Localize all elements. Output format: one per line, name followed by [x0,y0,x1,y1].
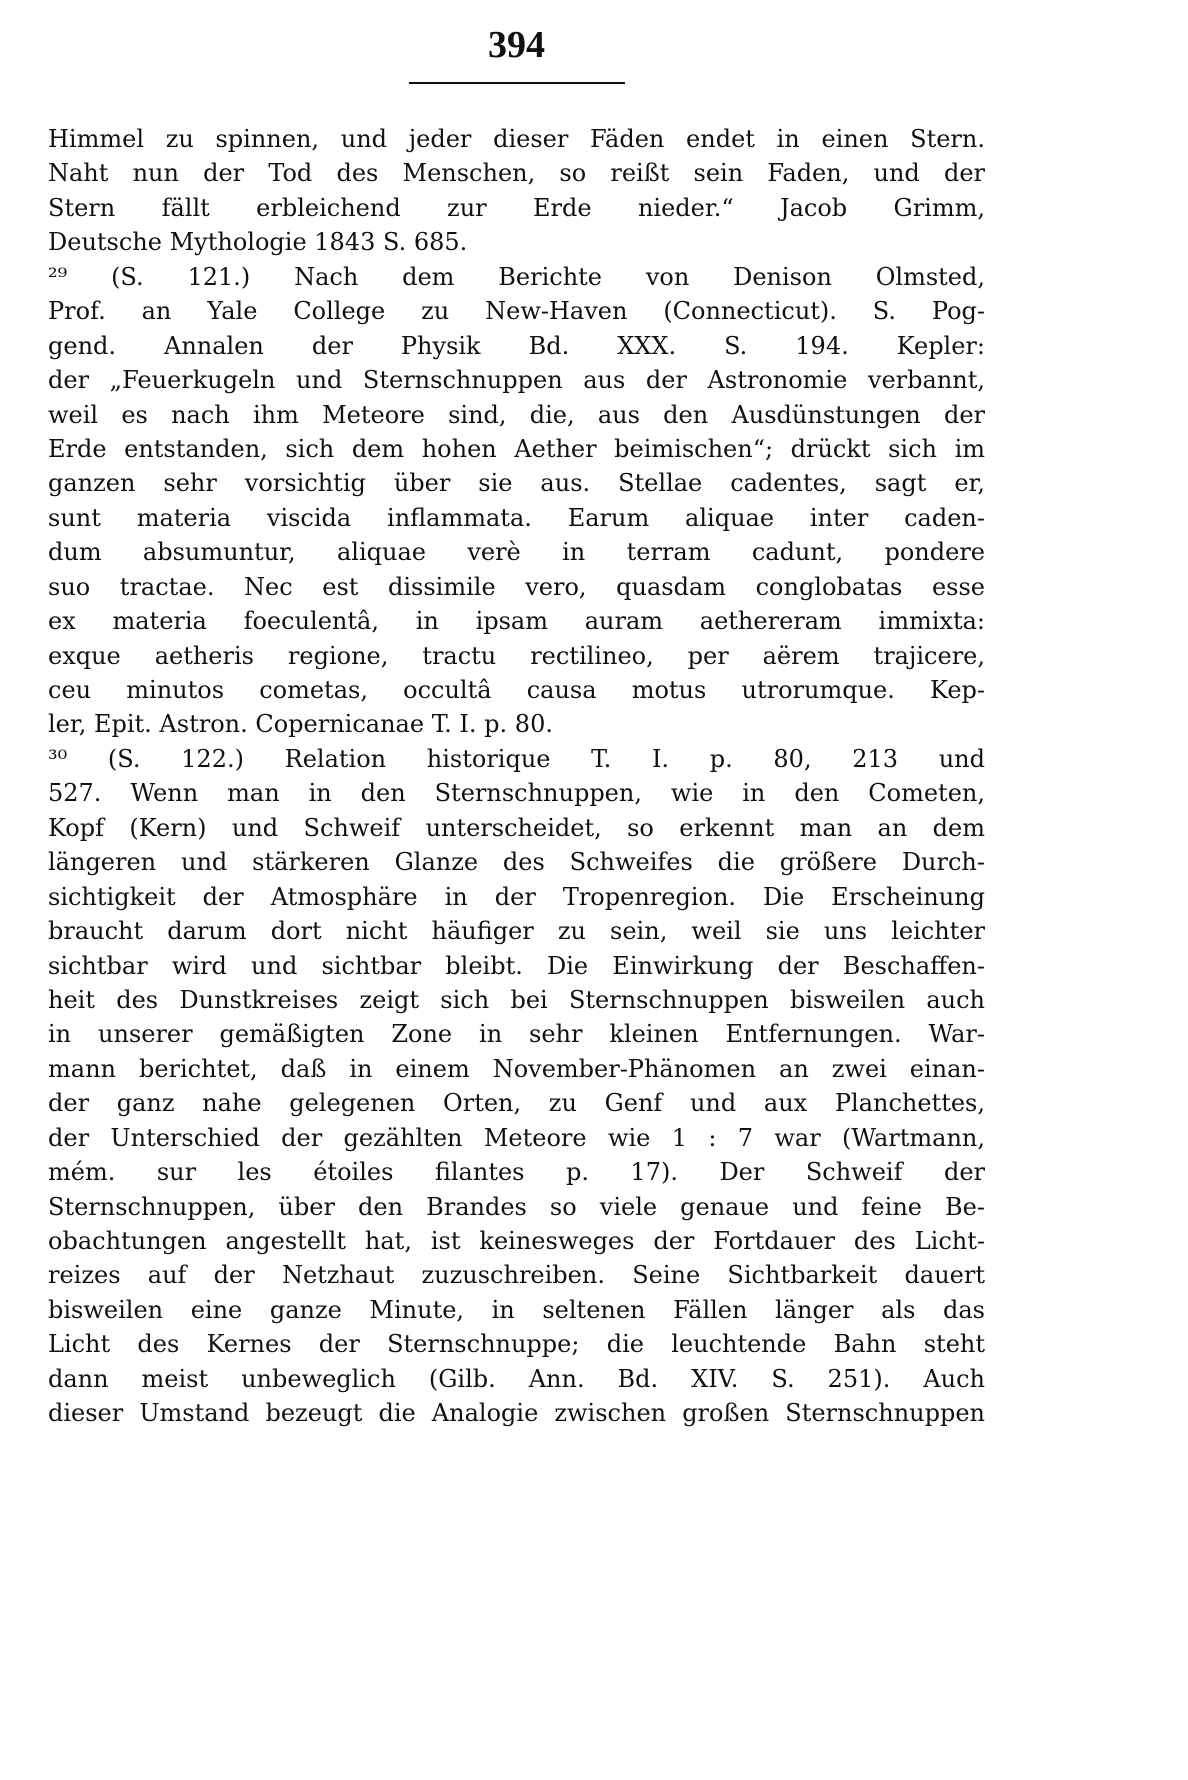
text-line: ceu minutos cometas, occultâ causa motus utrorumque. Kep- [48,676,985,704]
text-line: ler, Epit. Astron. Copernicanae T. I. p. 80. [48,710,553,739]
text-line: reizes auf der Netzhaut zuzuschreiben. Seine Sichtbarkeit dauert [48,1261,985,1290]
text-line: bisweilen eine ganze Minute, in seltenen Fällen länger als das [48,1295,985,1324]
text-line: Sternschnuppen, über den Brandes so viele genaue und feine Be- [48,1192,985,1221]
page-number: 394 [488,24,545,66]
page-body [48,122,985,1431]
text-line: Erde entstanden, sich dem hohen Aether beimischen“; drückt sich im [48,434,985,463]
text-line: der „Feuerkugeln und Sternschnuppen aus der Astronomie verbannt, [48,366,985,395]
text-line: ganzen sehr vorsichtig über sie aus. Stellae cadentes, sagt er, [48,469,985,498]
header-rule [409,82,625,84]
text-line: suo tractae. Nec est dissimile vero, quasdam conglobatas esse [48,572,985,601]
text-line: heit des Dunstkreises zeigt sich bei Sternschnuppen bisweilen auch [48,985,985,1014]
text-line: Kopf (Kern) und Schweif unterscheidet, so erkennt man an dem [48,813,985,842]
text-line: ex materia foeculentâ, in ipsam auram aethereram immixta: [48,607,985,636]
text-line: Himmel zu spinnen, und jeder dieser Fäden endet in einen Stern. [48,125,985,153]
text-line: sichtbar wird und sichtbar bleibt. Die Einwirkung der Beschaffen- [48,951,985,980]
text-line: gend. Annalen der Physik Bd. XXX. S. 194. Kepler: [48,331,985,360]
text-line: exque aetheris regione, tractu rectilineo, per aërem trajicere, [48,641,985,670]
text-line: dann meist unbeweglich (Gilb. Ann. Bd. XIV. S. 251). Auch [48,1364,985,1393]
footnote-30-line: ³⁰ (S. 122.) Relation historique T. I. p. 80, 213 und [48,744,985,773]
text-line: sichtigkeit der Atmosphäre in der Tropenregion. Die Erscheinung [48,882,985,911]
text-line: in unserer gemäßigten Zone in sehr kleinen Entfernungen. War- [48,1020,985,1049]
text-line: längeren und stärkeren Glanze des Schweifes die größere Durch- [48,848,985,877]
text-line: der ganz nahe gelegenen Orten, zu Genf und aux Planchettes, [48,1089,985,1118]
text-line: Deutsche Mythologie 1843 S. 685. [48,228,468,257]
text-line: Prof. an Yale College zu New-Haven (Connecticut). S. Pog- [48,297,985,326]
text-line: dieser Umstand bezeugt die Analogie zwischen großen Sternschnuppen [48,1399,985,1428]
text-line: mann berichtet, daß in einem November-Phänomen an zwei einan- [48,1054,985,1083]
text-line: Licht des Kernes der Sternschnuppe; die leuchtende Bahn steht [48,1330,985,1359]
text-line: sunt materia viscida inflammata. Earum aliquae inter caden- [48,503,985,532]
text-line: Stern fällt erbleichend zur Erde nieder.“ Jacob Grimm, [48,193,985,222]
text-line: der Unterschied der gezählten Meteore wie 1 : 7 war (Wartmann, [48,1123,985,1152]
footnote-29-line: ²⁹ (S. 121.) Nach dem Berichte von Denison Olmsted, [48,262,985,291]
text-line: obachtungen angestellt hat, ist keinesweges der Fortdauer des Licht- [48,1227,985,1255]
text-line: braucht darum dort nicht häufiger zu sein, weil sie uns leichter [48,917,985,946]
text-line: 527. Wenn man in den Sternschnuppen, wie in den Cometen, [48,779,985,808]
text-line: weil es nach ihm Meteore sind, die, aus den Ausdünstungen der [48,400,985,429]
text-line: dum absumuntur, aliquae verè in terram cadunt, pondere [48,538,985,567]
text-line: Naht nun der Tod des Menschen, so reißt sein Faden, und der [48,159,985,188]
text-line: mém. sur les étoiles filantes p. 17). Der Schweif der [48,1158,985,1187]
